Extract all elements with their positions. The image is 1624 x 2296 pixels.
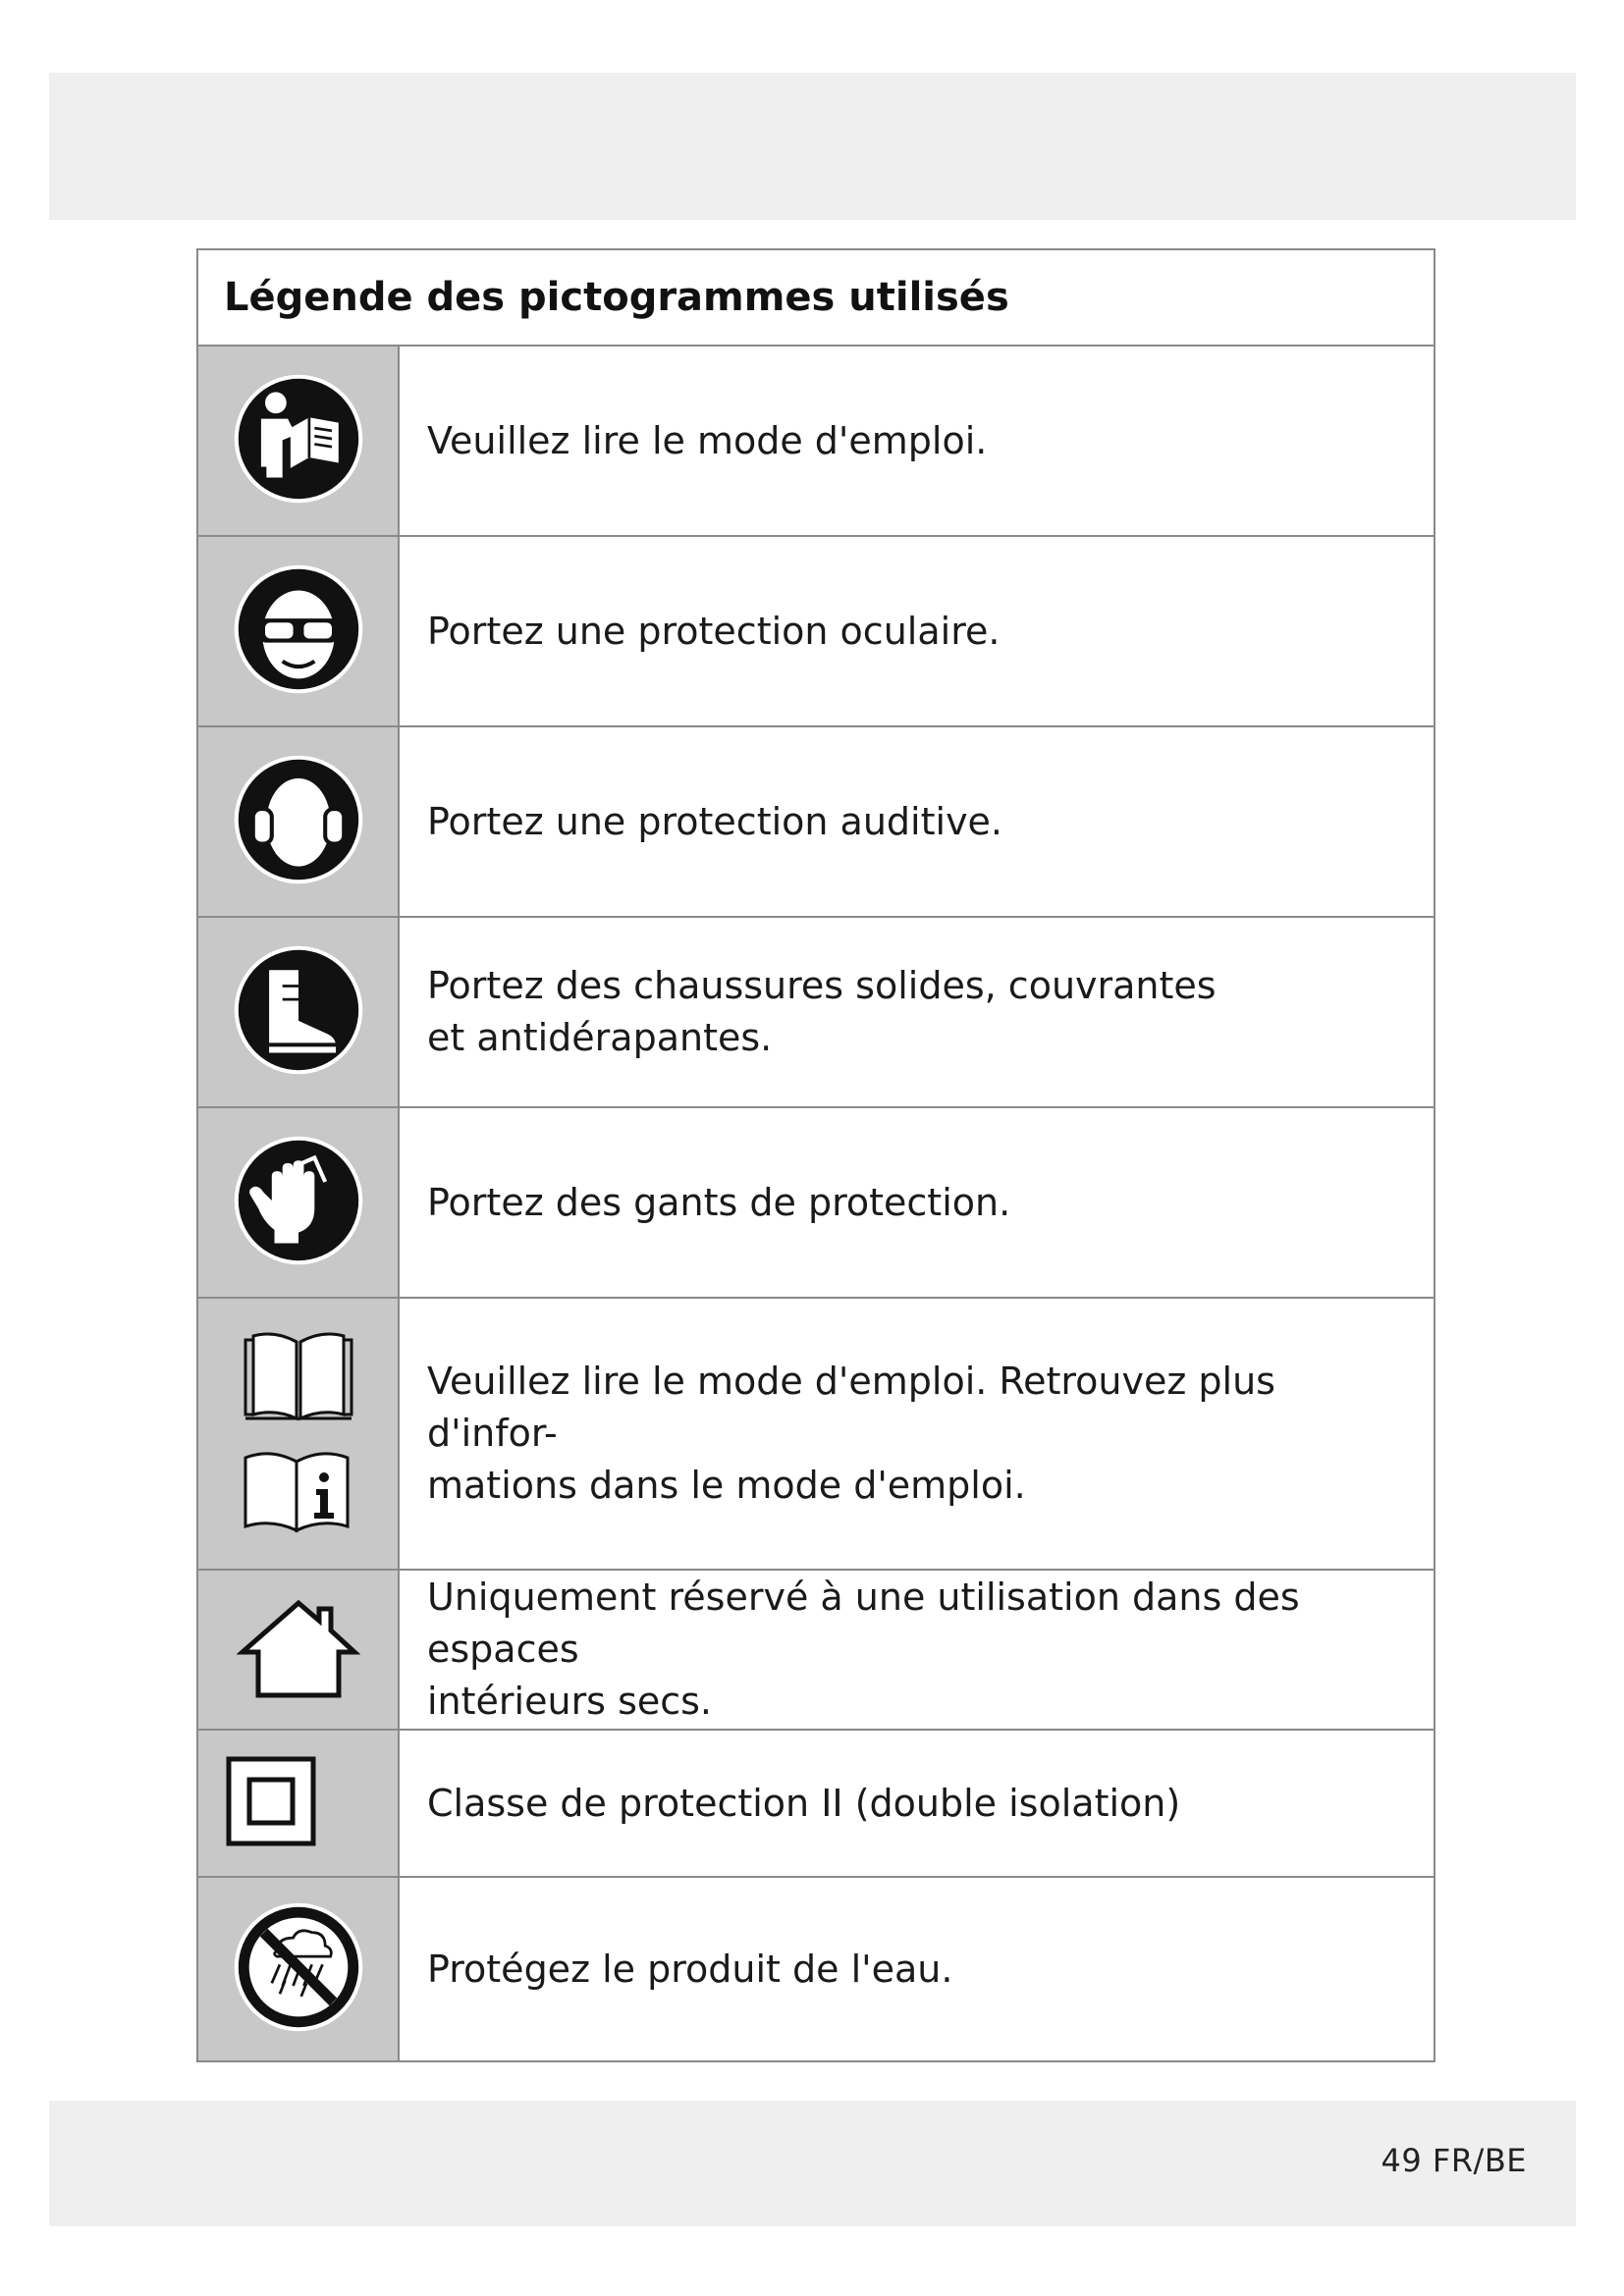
legend-row [198, 1878, 1434, 2060]
no-water-icon [232, 1900, 365, 2038]
legend-row [198, 1299, 1434, 1571]
legend-title: Légende des pictogrammes utilisés [198, 250, 1434, 347]
legend-row [198, 1108, 1434, 1299]
icon-cell [198, 1108, 400, 1297]
legend-row [198, 347, 1434, 537]
legend-row [198, 918, 1434, 1108]
icon-cell [198, 1878, 400, 2060]
eye-protection-icon [232, 562, 365, 700]
safety-boots-icon [232, 943, 365, 1081]
legend-text: Protégez le produit de l'eau. [427, 1947, 953, 1991]
legend-text: Portez des gants de protection. [427, 1180, 1011, 1224]
icon-cell [198, 918, 400, 1106]
read-manual-icon [232, 372, 365, 509]
legend-row [198, 537, 1434, 727]
page-number: 49 FR/BE [1380, 2142, 1527, 2179]
legend-text: Veuillez lire le mode d'emploi. [427, 418, 988, 462]
legend-row [198, 1571, 1434, 1731]
legend-text: Veuillez lire le mode d'emploi. Retrouvez plus d'infor- mations dans le mode d'emploi. [427, 1360, 1275, 1507]
info-manual-icon [240, 1448, 357, 1540]
legend-text: Classe de protection II (double isolation) [427, 1781, 1181, 1825]
icon-cell [198, 347, 400, 535]
pictogram-legend-table [196, 248, 1435, 2062]
legend-text: Portez une protection oculaire. [427, 609, 1001, 653]
icon-cell [198, 727, 400, 916]
legend-row [198, 1731, 1434, 1878]
header-band [49, 73, 1576, 220]
legend-text: Portez des chaussures solides, couvrantes et antidérapantes. [427, 964, 1217, 1059]
icon-cell [198, 1299, 400, 1569]
protection-class-2-icon [226, 1756, 316, 1850]
legend-text: Uniquement réservé à une utilisation dans des espaces intérieurs secs. [427, 1575, 1300, 1723]
ear-protection-icon [232, 753, 365, 890]
footer-band [49, 2101, 1576, 2226]
protective-gloves-icon [232, 1134, 365, 1271]
legend-text: Portez une protection auditive. [427, 799, 1003, 843]
indoor-house-icon [237, 1597, 360, 1703]
open-book-icon [240, 1328, 357, 1430]
icon-cell [198, 1731, 400, 1876]
icon-cell [198, 1571, 400, 1729]
icon-cell [198, 537, 400, 725]
legend-row [198, 727, 1434, 918]
